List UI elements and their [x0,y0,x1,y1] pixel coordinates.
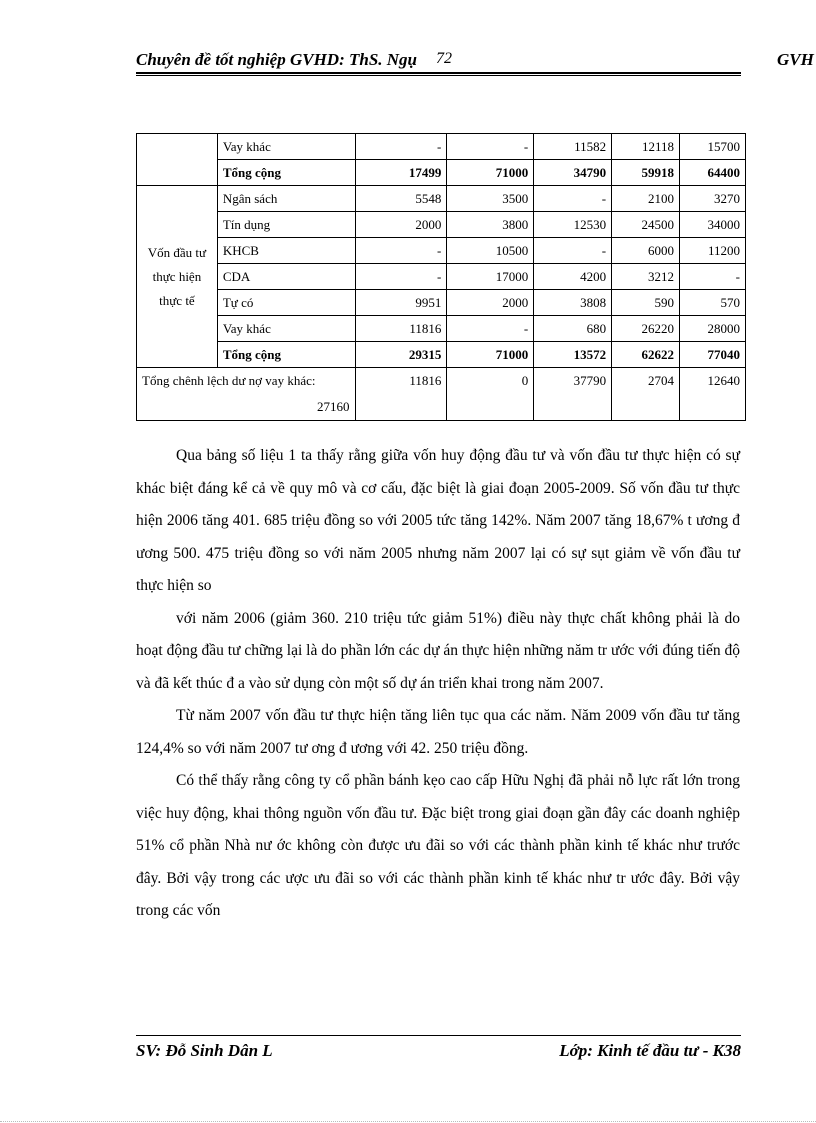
table-cell: - [534,186,612,212]
table-row-total [137,160,746,186]
table-cell: 37790 [534,368,612,421]
table-row [137,316,746,342]
table-cell: 6000 [612,238,680,264]
table-cell: - [447,134,534,160]
table-cell: 5548 [355,186,447,212]
table-cell: - [355,238,447,264]
table-cell: - [355,264,447,290]
table-cell: 77040 [680,342,746,368]
table-row [137,264,746,290]
diff-label-line1: Tổng chênh lệch dư nợ vay khác: [142,373,316,388]
table-cell: 3500 [447,186,534,212]
table-cell: 71000 [447,160,534,186]
paragraph: Có thể thấy rằng công ty cổ phần bánh kẹo cao cấp Hữu Nghị đã phải nỗ lực rất lớn trong việc huy động, khai thông nguồn vốn đầu tư. Đặc biệt trong giai đoạn gần đây các doanh nghiệp 51% cổ phần Nhà nư ớc không còn được ưu đãi so với các thành phần kinh tế khác như trước đây. Bởi vậy trong các ược ưu đãi so với các thành phần kinh tế khác như tr ước đây. Bởi vậy trong các vốn [136,772,740,919]
table-cell: 2100 [612,186,680,212]
table-cell: 570 [680,290,746,316]
table-cell: 29315 [355,342,447,368]
row-label: KHCB [217,238,355,264]
table-row [137,290,746,316]
header-title: Chuyên đề tốt nghiệp GVHD: ThS. Ngụ [136,50,418,69]
body-text [136,440,740,928]
table-cell: 590 [612,290,680,316]
table-cell: 4200 [534,264,612,290]
investment-table [136,133,746,421]
table-cell: - [534,238,612,264]
table-cell: 15700 [680,134,746,160]
table-cell: 2704 [612,368,680,421]
table-cell: 28000 [680,316,746,342]
table-cell: 12118 [612,134,680,160]
table-cell: 3212 [612,264,680,290]
table-row [137,238,746,264]
table-cell: 11816 [355,368,447,421]
row-label: Vay khác [217,316,355,342]
header-title-right: GVH [777,50,814,69]
row-label: CDA [217,264,355,290]
empty-group-cell [137,134,218,186]
table-cell: 2000 [355,212,447,238]
table-row [137,134,746,160]
header-rule [136,72,741,74]
table-cell: 34000 [680,212,746,238]
paragraph: Qua bảng số liệu 1 ta thấy rằng giữa vốn huy động đầu tư và vốn đầu tư thực hiện có sự khác biệt đáng kể cả về quy mô và cơ cấu, đặc biệt là giai đoạn 2005-2009. Số vốn đầu tư thực hiện 2006 tăng 401. 685 triệu đồng so với 2005 tức tăng 142%. Năm 2007 tăng 18,67% t ương đ ương 500. 475 triệu đồng so với năm 2005 nhưng năm 2007 lại có sự sụt giảm về vốn đầu tư thực hiện so [136,447,740,594]
diff-label-line2: 27160 [317,399,350,414]
table-cell: 59918 [612,160,680,186]
table-row-total [137,342,746,368]
table-cell: 17499 [355,160,447,186]
footer-class: Lớp: Kinh tế đầu tư - K38 [559,1041,741,1060]
footer-student: SV: Đỗ Sinh Dân L [136,1041,273,1060]
table-cell: 11200 [680,238,746,264]
table-cell: 3270 [680,186,746,212]
footer-rule [136,1035,741,1036]
paragraph: Từ năm 2007 vốn đầu tư thực hiện tăng liên tục qua các năm. Năm 2009 vốn đầu tư tăng 124,4% so với năm 2007 tư ơng đ ương với 42. 250 triệu đồng. [136,707,740,757]
diff-label [137,368,356,421]
table-cell: 13572 [534,342,612,368]
table-cell: 34790 [534,160,612,186]
row-label: Tổng cộng [217,342,355,368]
table-cell: 12530 [534,212,612,238]
table-cell: 62622 [612,342,680,368]
table-cell: 11582 [534,134,612,160]
table-cell: 71000 [447,342,534,368]
table-cell: 24500 [612,212,680,238]
table-cell: 12640 [680,368,746,421]
row-label: Ngân sách [217,186,355,212]
table-cell: 2000 [447,290,534,316]
table-cell: - [680,264,746,290]
table-cell: 9951 [355,290,447,316]
table-cell: 26220 [612,316,680,342]
table-cell: 64400 [680,160,746,186]
table-cell: 3800 [447,212,534,238]
table-cell: 17000 [447,264,534,290]
paragraph: với năm 2006 (giảm 360. 210 triệu tức giảm 51%) điều này thực chất không phải là do hoạt động đầu tư chững lại là do phần lớn các dự án thực hiện những năm tr ước với đúng tiến độ và đã kết thúc đ a vào sử dụng còn một số dự án triển khai trong năm 2007. [136,609,740,692]
row-label: Tổng cộng [217,160,355,186]
table-cell: 10500 [447,238,534,264]
table-cell: 3808 [534,290,612,316]
table-cell: - [447,316,534,342]
table-row [137,212,746,238]
table-cell: - [355,134,447,160]
table-row [137,186,746,212]
table-row-diff [137,368,746,421]
group-label: Vốn đầu tư thực hiện thực tế [137,186,218,368]
table-cell: 0 [447,368,534,421]
page-number: 72 [436,50,452,67]
table-cell: 680 [534,316,612,342]
table-cell: 11816 [355,316,447,342]
page-edge [0,1121,816,1122]
row-label: Tự có [217,290,355,316]
header-rule-thin [136,75,741,76]
row-label: Vay khác [217,134,355,160]
row-label: Tín dụng [217,212,355,238]
